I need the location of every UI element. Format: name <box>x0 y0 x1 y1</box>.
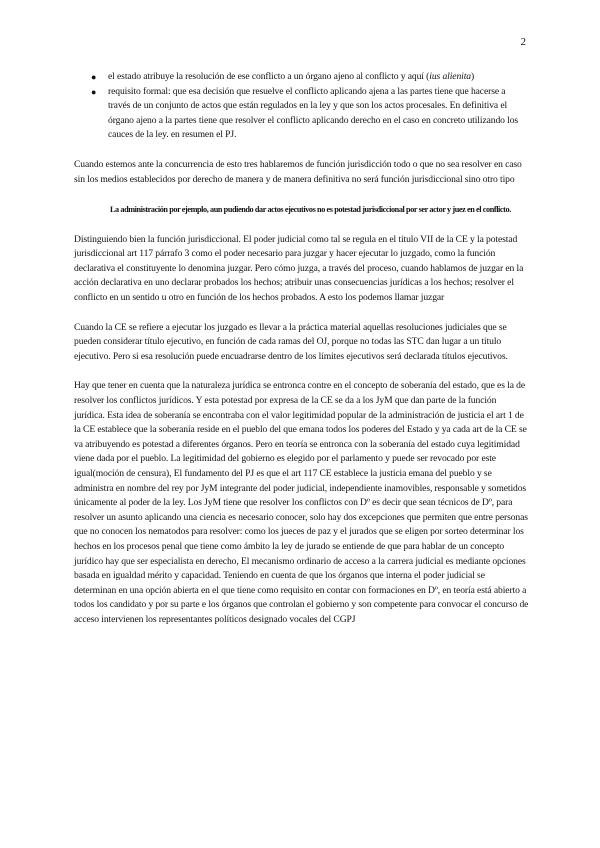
bullet-list <box>74 70 529 143</box>
bullet-text: el estado atribuye la resolución de ese conflicto a un órgano ajeno al conflicto y aquí ( <box>108 71 430 82</box>
bold-heading: La administración por ejemplo, aun pudiendo dar actos ejecutivos no es potestad jurisdiccional por ser actor y juez en el conflicto. <box>110 205 511 215</box>
paragraph: Cuando estemos ante la concurrencia de esto tres hablaremos de función jurisdicción todo o que no sea resolver en caso sin los medios establecidos por derecho de manera y de manera definitiva no será función jurisdiccional sino otro tipo <box>74 158 522 185</box>
paragraph: Cuando la CE se refiere a ejecutar los juzgado es llevar a la práctica material aquellas resoluciones judiciales que se pueden considerar título ejecutivo, en función de cada ramas del OJ, porque no todas las STC dan lugar a un título ejecutivo. Pero si esa resolución puede encuadrarse dentro de los límites ejecutivos será declarada títulos ejecutivos. <box>74 321 508 362</box>
bullet-text-end: ) <box>470 71 475 82</box>
page-number: 2 <box>520 36 526 48</box>
bullet-icon: ● <box>91 86 97 97</box>
bullet-italic-text: ius alienita <box>429 71 471 82</box>
bullet-icon: ● <box>91 72 97 82</box>
list-item <box>91 70 529 85</box>
bullet-text: requisito formal: que esa decisión que resuelve el conflicto aplicando ajena a las partes tiene que hacerse a través de un conjunto de actos que están regulados en la ley y que son los actos procesales. En definitiva el órgano ajeno a la partes tiene que resolver el conflicto aplicando derecho en el caso en concreto utilizando los cauces de la ley. en resumen el PJ. <box>108 85 519 141</box>
document-body <box>74 70 529 628</box>
paragraph: Distinguiendo bien la función jurisdiccional. El poder judicial como tal se regula en el título VII de la CE y la potestad jurisdiccional art 117 párrafo 3 como el poder necesario para juzgar y hacer ejecutar lo juzgado, como la función declarativa el constituyente lo denomina juzgar. Pero cómo juzga, a través del proceso, cuando hablamos de juzgar en la acción declarativa en uno declarar probados los hechos; atribuir unas consecuencias jurídicas a los hechos; resolver el conflicto en un sentido u otro en función de los hechos probados. A esto los podemos llamar juzgar <box>74 233 524 304</box>
list-item <box>91 85 529 143</box>
paragraph: Hay que tener en cuenta que la naturaleza jurídica se entronca contre en el concepto de soberanía del estado, que es la de resolver los conflictos jurídicos. Y esta potestad por expresa de la CE se da a los JyM que dan parte de la función jurídica. Esta idea de soberanía se encontraba con el valor legitimidad popular de la administración de justicia el art 1 de la CE establece que la soberanía reside en el pueblo del que emana todos los poderes del Estado y ya cada art de la CE se va atribuyendo es potestad a diferentes órganos. Pero en teoría se entronca con la soberanía del estado cuya legitimidad viene dada por el pueblo. La legitimidad del gobierno es elegido por el parlamento y puede ser revocado por este igual(moción de censura), El fundamento del PJ es que el art 117 CE establece la justicia emana del pueblo y se administra en nombre del rey por JyM integrante del poder judicial, independiente inamovibles, responsable y sometidos únicamente al poder de la ley. Los JyM tiene que resolver los conflictos con Dº es decir que sean técnicos de Dº, para resolver un asunto aplicando una ciencia es necesario conocer, solo hay dos excepciones que permiten que entre personas que no conocen los nematodos para resolver: como los jueces de paz y el jurados que se eligen por sorteo determinar los hechos en los procesos penal que tiene como ámbito la ley de jurado se entiende de que para hablar de un concepto jurídico hay que ser especialista en derecho, El mecanismo ordinario de acceso a la carrera judicial es mediante opciones basada en igualdad mérito y capacidad. Teniendo en cuenta de que los órganos que interna el poder judicial se determinan en una opción abierta en el que tiene como requisito en contar con formaciones en Dº, en teoría está abierto a todos los candidato y por su parte e los órganos que controlan el gobierno y son competente para convocar el concurso de acceso intervienen los representantes políticos designado vocales del CGPJ <box>74 380 529 625</box>
